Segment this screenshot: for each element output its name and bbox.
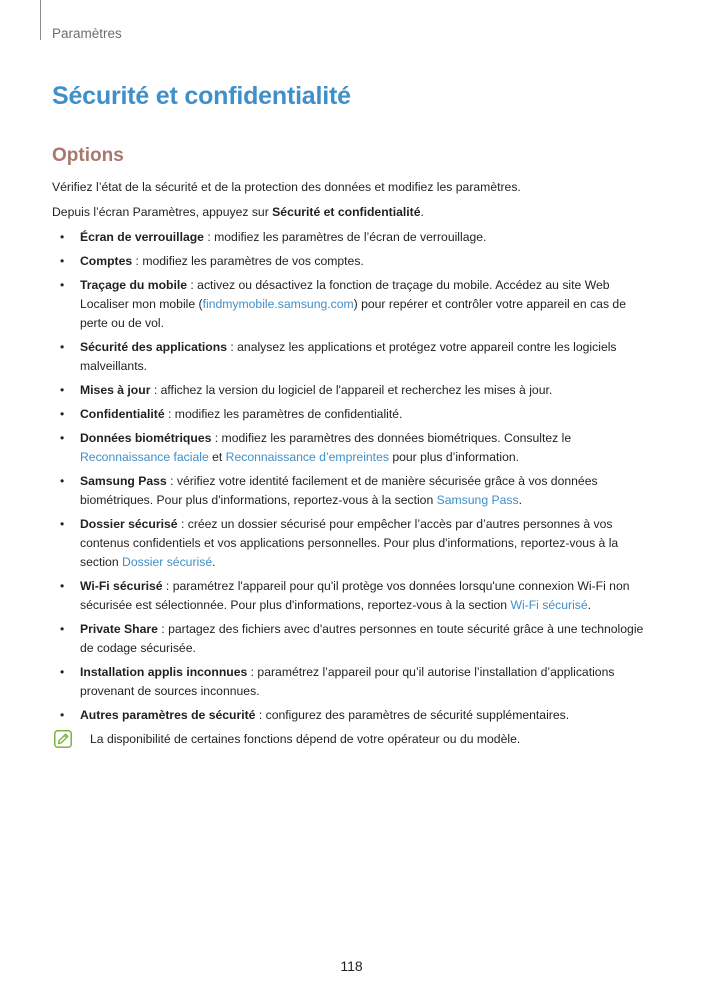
options-list: [52, 228, 652, 725]
list-item: • Écran de verrouillage : modifiez les paramètres de l’écran de verrouillage.: [52, 228, 652, 247]
page-number: 118: [340, 958, 363, 974]
bullet-icon: •: [60, 579, 65, 593]
bullet-icon: •: [60, 517, 65, 531]
option-term: Samsung Pass: [80, 474, 167, 488]
option-term: Mises à jour: [80, 383, 151, 397]
option-term: Dossier sécurisé: [80, 517, 178, 531]
link-reconnaissance-faciale[interactable]: Reconnaissance faciale: [80, 450, 209, 464]
intro-line-2: Depuis l’écran Paramètres, appuyez sur Sécurité et confidentialité.: [52, 205, 424, 219]
bullet-icon: •: [60, 474, 65, 488]
content: [52, 178, 652, 749]
bullet-icon: •: [60, 407, 65, 421]
running-header: Paramètres: [52, 26, 122, 41]
list-item: • Traçage du mobile : activez ou désactivez la fonction de traçage du mobile. Accédez au site Web Localiser mon mobile (findmymobile.samsung.com) pour repérer et contrôler votre appareil en cas de perte ou de vol.: [60, 278, 626, 330]
link-dossier-securise[interactable]: Dossier sécurisé: [122, 555, 213, 569]
bullet-icon: •: [60, 278, 65, 292]
list-item: • Comptes : modifiez les paramètres de vos comptes.: [52, 252, 652, 271]
option-term: Sécurité des applications: [80, 340, 227, 354]
option-term: Traçage du mobile: [80, 278, 188, 292]
bullet-icon: •: [60, 230, 65, 244]
link-wifi-securise[interactable]: Wi-Fi sécurisé: [510, 598, 588, 612]
list-item: • Private Share : partagez des fichiers avec d'autres personnes en toute sécurité grâce à une technologie de codage sécurisée.: [60, 622, 644, 655]
page-title: Sécurité et confidentialité: [52, 82, 351, 110]
header-rule: [40, 0, 41, 40]
list-item: • Données biométriques : modifiez les paramètres des données biométriques. Consultez le Reconnaissance faciale et Reconnaissance d’empreintes pour plus d’information.: [60, 431, 572, 464]
link-findmymobile[interactable]: findmymobile.samsung.com: [202, 297, 354, 311]
note-text: La disponibilité de certaines fonctions dépend de votre opérateur ou du modèle.: [90, 732, 521, 746]
list-item: • Samsung Pass : vérifiez votre identité facilement et de manière sécurisée grâce à vos données biométriques. Pour plus d'informations, reportez-vous à la section Samsung Pass.: [60, 474, 598, 507]
list-item: • Installation applis inconnues : paramétrez l’appareil pour qu’il autorise l’installation d’applications provenant de sources inconnues.: [60, 665, 615, 698]
option-term: Autres paramètres de sécurité: [80, 708, 256, 722]
bullet-icon: •: [60, 383, 65, 397]
list-item: • Confidentialité : modifiez les paramètres de confidentialité.: [52, 405, 652, 424]
option-term: Données biométriques: [80, 431, 212, 445]
link-samsung-pass[interactable]: Samsung Pass: [436, 493, 519, 507]
list-item: • Sécurité des applications : analysez les applications et protégez votre appareil contre les logiciels malveillants.: [60, 340, 617, 373]
note-pencil-icon: [54, 730, 72, 748]
option-term: Wi-Fi sécurisé: [80, 579, 163, 593]
note: [52, 730, 652, 749]
intro-line-1: Vérifiez l’état de la sécurité et de la protection des données et modifiez les paramètres.: [52, 180, 521, 194]
option-term: Confidentialité: [80, 407, 165, 421]
bullet-icon: •: [60, 254, 65, 268]
list-item: • Dossier sécurisé : créez un dossier sécurisé pour empêcher l’accès par d’autres personnes à vos contenus confidentiels et vos applications personnelles. Pour plus d'informations, reportez-vous à la section Dossier sécurisé.: [60, 517, 619, 569]
bullet-icon: •: [60, 431, 65, 445]
list-item: • Wi-Fi sécurisé : paramétrez l'appareil pour qu'il protège vos données lorsqu'une connexion Wi-Fi non sécurisée est sélectionnée. Pour plus d'informations, reportez-vous à la section Wi-Fi sécurisé.: [60, 579, 630, 612]
bullet-icon: •: [60, 665, 65, 679]
bullet-icon: •: [60, 622, 65, 636]
bullet-icon: •: [60, 340, 65, 354]
option-term: Installation applis inconnues: [80, 665, 248, 679]
list-item: • Mises à jour : affichez la version du logiciel de l'appareil et recherchez les mises à jour.: [52, 381, 652, 400]
list-item: • Autres paramètres de sécurité : configurez des paramètres de sécurité supplémentaires.: [52, 706, 652, 725]
option-term: Écran de verrouillage: [80, 230, 204, 244]
intro-menu-path: Sécurité et confidentialité: [272, 205, 421, 219]
link-reconnaissance-empreintes[interactable]: Reconnaissance d’empreintes: [225, 450, 389, 464]
bullet-icon: •: [60, 708, 65, 722]
section-heading: Options: [52, 145, 124, 166]
option-term: Comptes: [80, 254, 133, 268]
option-term: Private Share: [80, 622, 158, 636]
